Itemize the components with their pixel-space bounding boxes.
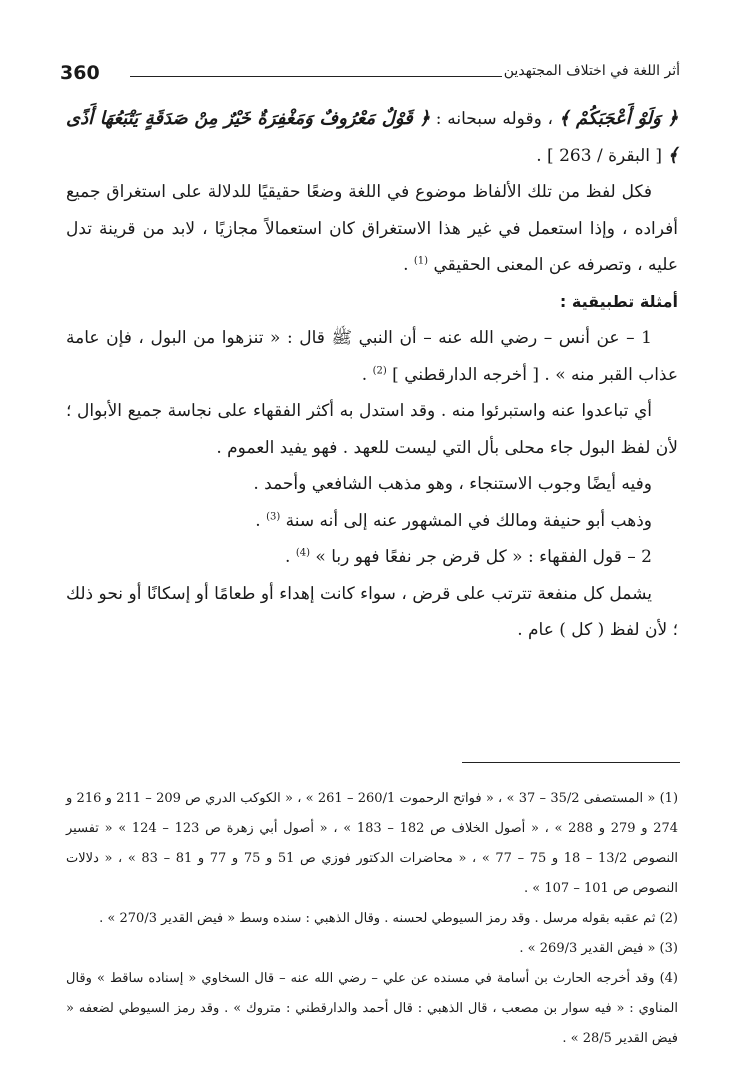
footnote-separator — [462, 762, 680, 763]
connector-text: ، وقوله سبحانه : — [435, 109, 554, 129]
paragraph-hanafi — [66, 503, 678, 540]
page-header — [60, 62, 680, 88]
period: . — [403, 255, 409, 275]
footnote-ref-2: (2) — [372, 364, 387, 376]
page-number: 360 — [60, 62, 100, 84]
footnote-4: (4) وقد أخرجه الحارث بن أسامة في مسنده عن علي – رضي الله عنه – قال السخاوي « إسناده ساقط » وقال المناوي : « فيه سوار بن مصعب ، قال الذهبي : قال أحمد والدارقطني : متروك » . وقد رمز السيوطي لضعفه « فيض القدير 28/5 » . — [66, 971, 678, 1046]
period: . — [361, 364, 368, 385]
footnote-2: (2) ثم عقبه بقوله مرسل . وقد رمز السيوطي لحسنه . وقال الذهبي : سنده وسط « فيض القدير 270/3 » . — [99, 911, 678, 926]
period: . — [255, 510, 261, 531]
verse-reference: [ البقرة / 263 ] . — [536, 145, 663, 166]
footnote-3: (3) « فيض القدير 269/3 » . — [519, 941, 678, 956]
footnote-ref-4: (4) — [295, 547, 311, 559]
example-1-text: 1 – عن أنس – رضي الله عنه – أن النبي ﷺ قال : « تنزهوا من البول ، فإن عامة عذاب القبر منه » . [ أخرجه الدارقطني ] — [66, 328, 678, 385]
paragraph-text: فكل لفظ من تلك الألفاظ موضوع في اللغة وضعًا حقيقيًا للدلالة على استغراق جميع أفراده ، وإذا استعمل في غير هذا الاستغراق كان استعمالاً مجازيًا ، لابد من قرينة تدل عليه ، وتصرفه عن المعنى الحقيقي — [66, 182, 678, 275]
quran-verse-2: ﴿ قَوْلٌ مَعْرُوفٌ وَمَغْفِرَةٌ خَيْرٌ مِنْ صَدَقَةٍ يَتْبَعُهَا أَذًى ﴾ — [66, 108, 678, 166]
paragraph-explanation: أي تباعدوا عنه واستبرئوا منه . وقد استدل به أكثر الفقهاء على نجاسة جميع الأبوال ؛ لأن لفظ البول جاء محلى بأل التي ليست للعهد . فهو يفيد العموم . — [66, 401, 678, 458]
paragraph-istinja: وفيه أيضًا وجوب الاستنجاء ، وهو مذهب الشافعي وأحمد . — [253, 474, 652, 494]
paragraph-quran-quote — [66, 101, 678, 174]
section-heading: أمثلة تطبيقية : — [559, 291, 678, 311]
header-rule — [130, 76, 502, 77]
quran-verse-1: ﴿ وَلَوْ أَعْجَبَكُمْ ﴾ — [558, 108, 679, 129]
footnote-1: (1) « المستصفى 35/2 – 37 » ، « فواتح الرحموت 260/1 – 261 » ، « الكوكب الدري ص 209 – 211 و 216 و 274 و 279 و 288 » ، « أصول الخلاف ص 182 – 183 » ، « أصول أبي زهرة ص 123 – 124 » « تفسير النصوص 13/2 – 18 و 75 – 77 » ، « محاضرات الدكتور فوزي ص 51 و 75 و 77 و 81 – 83 » ، « دلالات النصوص ص 101 – 107 » . — [66, 791, 679, 896]
example-1 — [66, 320, 678, 393]
example-2-text: 2 – قول الفقهاء : « كل قرض جر نفعًا فهو ربا » — [315, 547, 652, 567]
footnote-ref-1: (1) — [413, 255, 429, 267]
footnotes — [66, 784, 678, 1054]
main-text — [66, 101, 678, 649]
period: . — [285, 547, 291, 567]
example-2 — [66, 539, 678, 576]
paragraph-definition — [66, 174, 678, 284]
paragraph-loan: يشمل كل منفعة تترتب على قرض ، سواء كانت إهداء أو طعامًا أو إسكانًا أو نحو ذلك ؛ لأن لفظ ( كل ) عام . — [66, 583, 678, 640]
running-title: أثر اللغة في اختلاف المجتهدين — [503, 63, 680, 79]
paragraph-text: وذهب أبو حنيفة ومالك في المشهور عنه إلى أنه سنة — [285, 510, 652, 531]
footnote-ref-3: (3) — [266, 510, 281, 522]
